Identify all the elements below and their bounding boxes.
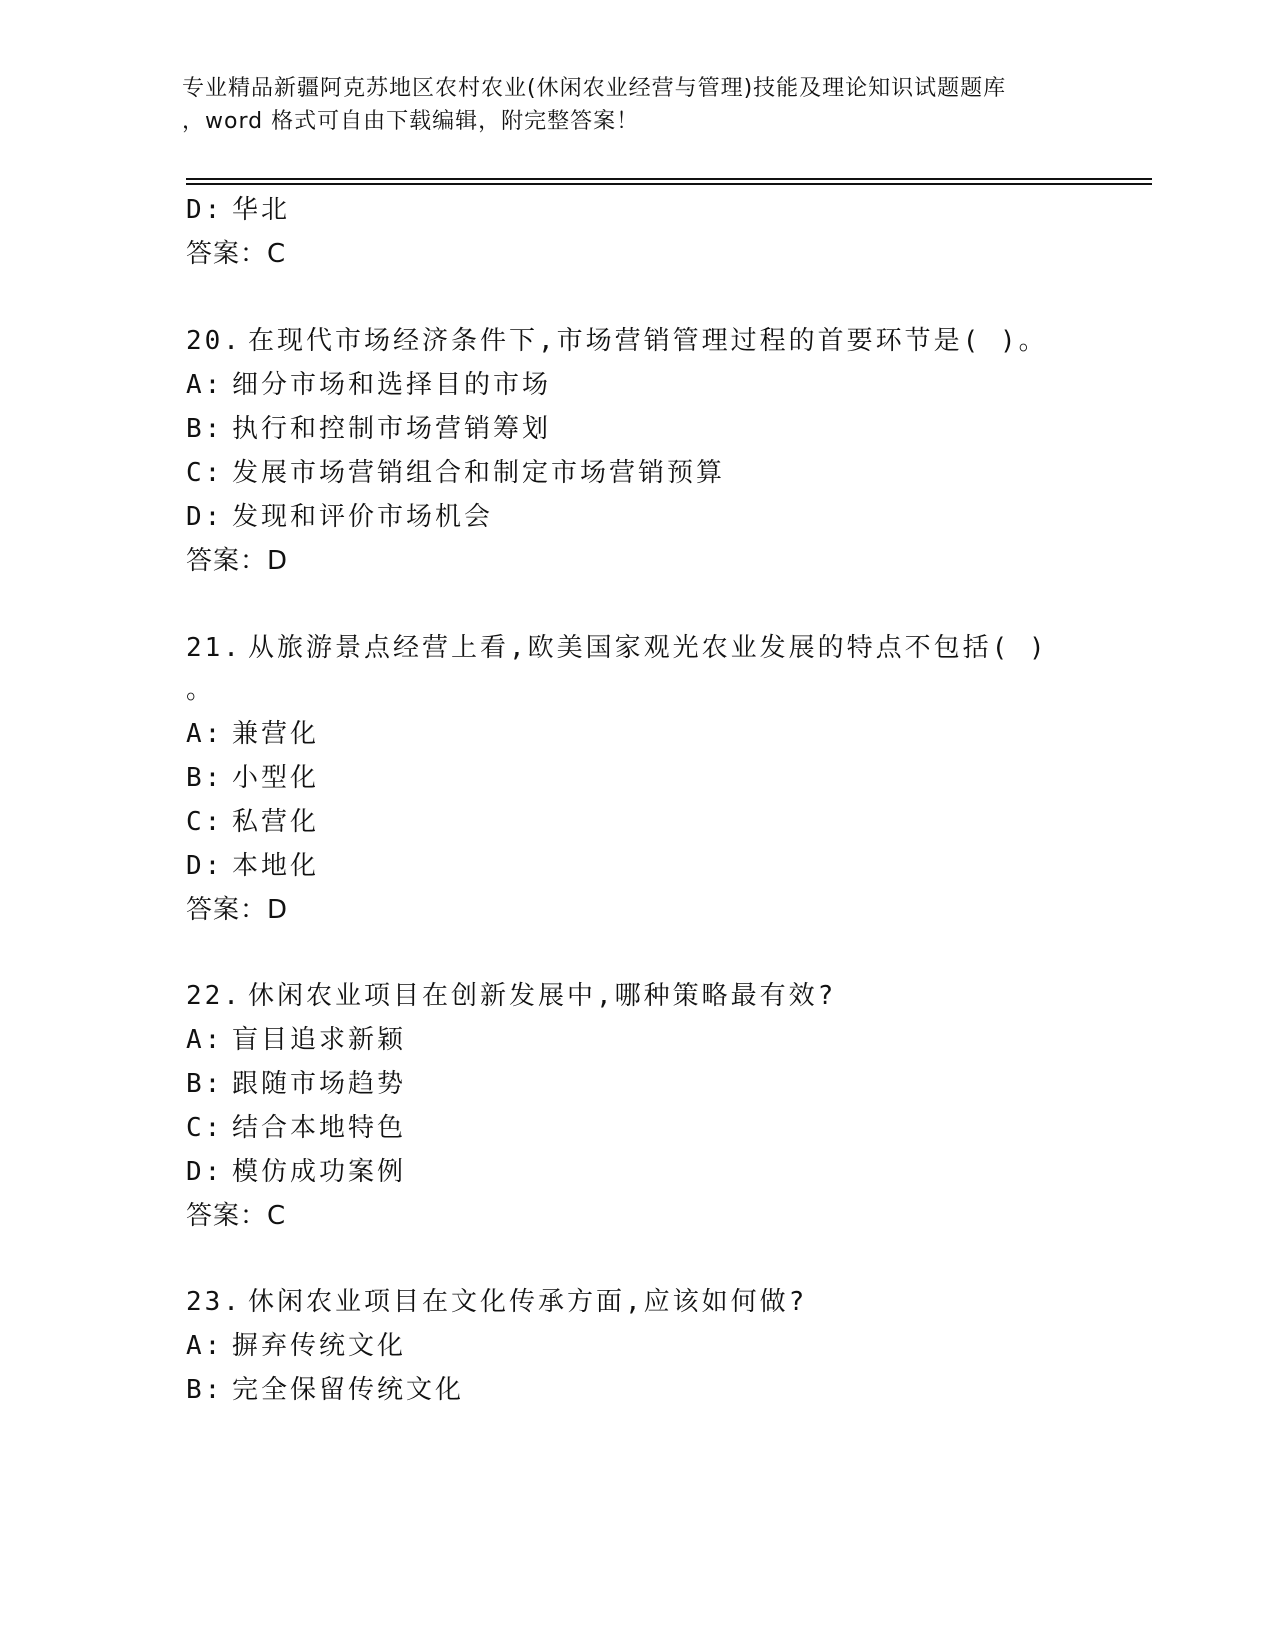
option-letter: B: [186,1375,224,1405]
question-text: 在现代市场经济条件下,市场营销管理过程的首要环节是( )。 [248,326,1048,356]
question-20-stem [186,323,1048,359]
document-header [182,72,1102,138]
question-22-option-a [186,1022,406,1058]
option-letter: B: [186,1069,224,1099]
option-letter: B: [186,414,224,444]
question-22-answer: 答案：C [186,1201,287,1231]
question-23-stem [186,1284,807,1320]
question-21-option-a [186,716,319,752]
option-text: 兼营化 [232,719,320,749]
question-21-option-d [186,848,319,884]
question-number: 21. [186,633,242,663]
question-text: 休闲农业项目在文化传承方面,应该如何做? [248,1287,808,1317]
option-text: 模仿成功案例 [232,1157,407,1187]
option-text: 私营化 [232,807,320,837]
option-text: 完全保留传统文化 [232,1375,465,1405]
question-number: 22. [186,981,242,1011]
question-20-answer: 答案：D [186,546,289,576]
option-text: 本地化 [232,851,320,881]
option-letter: D: [186,502,224,532]
option-text: 跟随市场趋势 [232,1069,407,1099]
question-22-option-d [186,1154,406,1190]
option-text: 华北 [232,195,291,225]
option-letter: C: [186,1113,224,1143]
option-letter: C: [186,458,224,488]
question-20-option-b [186,411,551,447]
option-letter: D: [186,1157,224,1187]
question-23-option-b [186,1372,464,1408]
option-letter: A: [186,1331,224,1361]
header-rule-bottom [186,183,1152,185]
option-text: 发展市场营销组合和制定市场营销预算 [232,458,726,488]
option-text: 执行和控制市场营销筹划 [232,414,552,444]
option-text: 小型化 [232,763,320,793]
option-letter: A: [186,1025,224,1055]
question-20-option-a [186,367,551,403]
header-title-line1: 专业精品新疆阿克苏地区农村农业(休闲农业经营与管理)技能及理论知识试题题库 [182,76,1007,101]
option-letter: A: [186,370,224,400]
question-number: 23. [186,1287,242,1317]
question-22-stem [186,978,836,1014]
question-22-option-b [186,1066,406,1102]
option-letter: B: [186,763,224,793]
option-text: 结合本地特色 [232,1113,407,1143]
question-23-option-a [186,1328,406,1364]
option-text: 细分市场和选择目的市场 [232,370,552,400]
prev-option-d [186,192,290,228]
question-number: 20. [186,326,242,356]
question-20-option-c [186,455,725,491]
header-title-line2: ，word 格式可自由下载编辑，附完整答案！ [182,109,640,134]
option-text: 摒弃传统文化 [232,1331,407,1361]
option-letter: D: [186,195,224,225]
question-20-option-d [186,499,493,535]
question-21-option-c [186,804,319,840]
option-text: 盲目追求新颖 [232,1025,407,1055]
question-text: 从旅游景点经营上看,欧美国家观光农业发展的特点不包括( ) [248,633,1048,663]
question-text: 休闲农业项目在创新发展中,哪种策略最有效? [248,981,837,1011]
option-letter: D: [186,851,224,881]
header-rule-top [186,178,1152,180]
option-letter: C: [186,807,224,837]
option-letter: A: [186,719,224,749]
question-21-stem-continued: 。 [186,675,216,705]
question-21-answer: 答案：D [186,895,289,925]
question-21-option-b [186,760,319,796]
question-21-stem [186,630,1048,666]
option-text: 发现和评价市场机会 [232,502,494,532]
prev-answer: 答案：C [186,239,287,269]
question-22-option-c [186,1110,406,1146]
